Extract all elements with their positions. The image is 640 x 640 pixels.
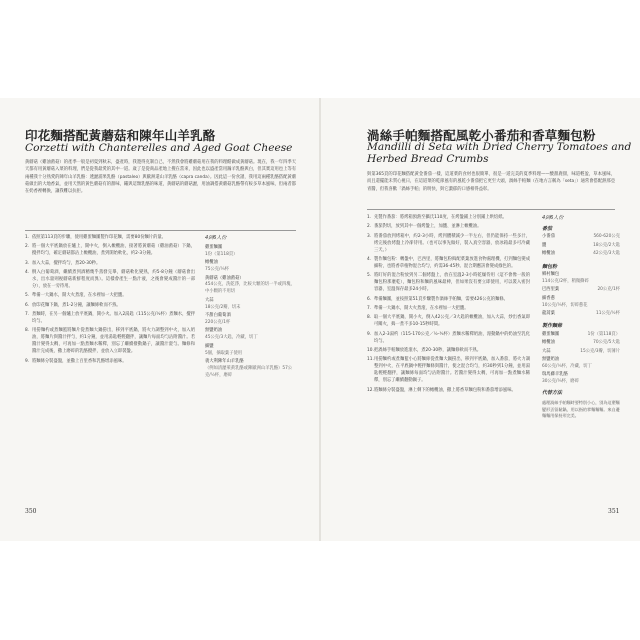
servings-label: 4到6人份 xyxy=(205,235,227,241)
ingredient-row: 橄欖油 42公克/3大匙 xyxy=(542,251,620,257)
ingredient-name: 鄉村麵包 xyxy=(542,271,560,277)
ingredient-name: 雞蛋麵團 xyxy=(205,244,223,250)
list-item: 11. 用撈麵杓或煮麵籃小心將麵條從煮麵大鍋撈出，移到平底鍋，加入番茄，將火力調整到中火，在平底鍋中輕拌麵條與醬汁，使之混合均勻，約30秒到1分鐘，並用湯匙輕輕翻拌，讓麵條每面均勻沾附醬汁。若醬汁變得太稠，可再加一點煮麵水稀釋，別忘了繼續翻動鍋子。 xyxy=(367,357,530,384)
ingredient-row: 橄欖油 70公克/5大匙 xyxy=(542,340,620,346)
left-divider xyxy=(25,230,296,231)
tip-text: 處理渦絲手帕麵時要特別小心，別為這麼麵變形丟留黏鍋，用以指的掌麵麵麵。來自邊麵麵用保持形完美。 xyxy=(542,400,620,419)
right-ingredients xyxy=(542,215,620,420)
list-item: 10. 把渦絲手帕麵放進滾水，煮20-30秒，讓麵條軟而不熟。 xyxy=(367,348,482,353)
list-item: 8. 用撈麵杓或煮麵籃將麵片從煮麵大鍋撈出，移到平底鍋，將火力調整到中火，加入奶油，將麵片與醬汁拌勻，約1分鐘，並用湯匙輕輕翻拌，讓麵片每面均勻沾附醬汁。若醬汁變得太稠，可再加一點煮麵水稀釋，別忘了繼續撥動鍋子，讓醬汁澄勻。麵條和醬汁完成後，撒上磨碎的乳酪攪拌，並放入立即裝盤。 xyxy=(25,328,195,355)
list-item: 5. 將盯好的混合粉放到另二個烤盤上，放在室溫2-3小時乾燥待用（這不會像一般的麵包粉那麼乾），麵包粉和麵的風味最棒，但如果沒有要立即使用，可以裝入密封容器，室溫保存最多24小時。 xyxy=(367,273,530,293)
list-item: 7. 準備一大鍋水，開大火煮滾，在水裡加一大把鹽。 xyxy=(367,305,469,311)
ingredient-qty: 114公克/2杯，稍微撕碎 xyxy=(542,278,589,284)
right-steps-list xyxy=(367,215,530,397)
list-item: 3. 加入大蒜，攪拌均勻，煮20-30秒。 xyxy=(25,260,101,266)
page-number-right: 351 xyxy=(608,508,620,515)
ingredient-qty: 454公克，洗乾淨，比較大顆的切一半或四塊，中小顆的不用切 xyxy=(205,282,295,295)
ingredient-row: 龍蒿葉 11公克/½杯 xyxy=(542,310,620,316)
list-item: 2. 番茄對切，放到其中一個烤盤上，加鹽、並淋上橄欖油。 xyxy=(367,224,482,230)
ingredient-qty: 45公克/3大匙，冷藏，切丁 xyxy=(205,335,258,341)
ingredient-section: 麵包粉 xyxy=(542,263,558,270)
ingredient-row: 小番茄 560-620公克 xyxy=(542,234,620,240)
list-item: 12. 將麵條分裝盛盤，淋上剩下的橄欖油，撒上將香草麵包粉和番茄增添風味。 xyxy=(367,387,516,393)
servings-label: 4到6人份 xyxy=(542,215,564,221)
left-recipe-intro: 黃蘑菇（雞油菌菇）的產季一般是初夏到秋末，盛產時，我邀得克制自己，不然我會將雞蘑菇用在我的料理酷做成黃蘑菇。現在，我一年四季天天都有用黃蘑菇入菜的料理，們是從我最愛的其中一道。歲了是從商品產地上搜在當來，因此也以盛產當用瀚羊乳酪與白，但其實這用也上等有兩種我十分熟愛的陳年山羊乳酪：透瀝浦果乳酪（pastaleo）與歐洲還山羊乳酪（capra canda）。因此這一份食譜，我用這兩種乳酪搭配黃蘑菇做出的大地香氣，並用天然的黃色蘑菇有的甜味，鏽與這類乳酪的味道，黃蘑菇的蘑菇瀝，用油調搭黃蘑菇乳酪帶有較多草本風味，但兩者都在奶香裡轉換，讓我難以抗拒。 xyxy=(25,160,296,195)
list-item: 8. 取一個大平底鍋，開小火，倒入42公克／3大匙的橄欖油，加入大蒜，炒出香氣即可關火，搗一煮不多10-15秒時間。 xyxy=(367,315,530,328)
tip-title: 代替方法 xyxy=(542,390,563,397)
page-number-left: 350 xyxy=(25,508,37,515)
right-divider xyxy=(367,209,615,210)
right-page xyxy=(320,98,640,541)
list-item: 2. 將一個大平底鍋放在爐上，開中火，倒入橄欖油，接著將黃蘑菇（雞油菌菇）下鍋，攪拌均勻，確定蘑菇都沾上橄欖油，煮到開始軟化，約2-3分鐘。 xyxy=(25,244,195,257)
list-item: 4. 倒入白葡萄酒，繼續煮到酒精幾乎蒸發完畢，蘑菇軟化變熟，約5-8分鐘（蘑菇會出水，出水量則視蘑菇新鮮程度而異）。這樣會產生一點汁液，之後會變成醬汁的一部分），放在一旁待用。 xyxy=(25,270,195,289)
list-item: 1. 依照第113頁的步驟，使用雞蛋麵團製作印花麵，需要80份麵片的量。 xyxy=(25,235,166,240)
left-page xyxy=(0,98,320,541)
book-spread xyxy=(0,98,640,541)
list-item: 3. 將番茄放到烤箱中，約2-3小時，烤到體積減少一半左右，但仍能保持一些多汁，烤完後放烤盤上冷卻待用。（也可以事先做好，裝入真空容器，放冰箱最多可冷藏三天。） xyxy=(367,233,530,253)
ingredient-name: 不甜白葡萄酒 xyxy=(205,313,231,319)
left-ingredients xyxy=(205,235,297,381)
list-item: 1. 先製作番茄：將烤箱預熱至攝氏110度，在烤盤鋪上分別鋪上烘焙紙。 xyxy=(367,215,507,220)
ingredient-qty: 18公克/2瓣，切末 xyxy=(205,304,241,310)
ingredient-name: 義大利陳年山羊乳酪 xyxy=(205,359,244,364)
ingredient-name: 無鹽奶油 xyxy=(205,328,223,334)
ingredient-section: 製作麵條 xyxy=(542,323,563,330)
list-item: 6. 放印花麵下鍋，煮1-2分鐘，讓麵條軟而不熟。 xyxy=(25,302,121,308)
ingredient-qty: 10公克/⅓杯，切碎蔥花 xyxy=(542,302,588,308)
right-recipe-title-cn: 渦絲手帕麵搭配風乾小番茄和香草麵包粉 xyxy=(367,128,596,143)
ingredient-row: 鹽 18公克/2大匙 xyxy=(542,242,620,248)
ingredient-name: 細香蔥 xyxy=(542,295,555,301)
ingredient-section: 番茄 xyxy=(542,225,553,232)
ingredient-row: 雞蛋麵團 1份（第118頁） xyxy=(542,331,620,337)
list-item: 9. 將麵條分裝盛盤，並撒上百里香和乳酪增添風味。 xyxy=(25,358,127,364)
left-recipe-title-en: Corzetti with Chanterelles and Aged Goat Cheese xyxy=(25,142,293,154)
list-item: 4. 製作麵包粉：轉盤中，巴西里，將麵包粉搗配菜葉放進食物處理機，打到麵包變成細粉，也將香草植物混合均勻，約需36-45秒。混合期應該會變成綠色的。 xyxy=(367,257,530,269)
ingredient-name: 橄欖油 xyxy=(205,260,218,266)
ingredient-qty: 60公克/¼杯，冷藏，切丁 xyxy=(542,363,592,369)
ingredient-name: 大蒜 xyxy=(205,297,214,303)
right-recipe-intro: 與第365頁的印花麵搭配黃金番茄一樣，這道菜的食材也很簡單，很是一道完美的夏季料理——酸甜鹿甜，味道輕盈，草本風味，而且還擺能未質心視日，在這道菜的乾節風有的風乾小番茄把它更至大頭，渦絲手帕麵（在地方言稱為「seta」）通常會搭配熱那亞青醬，但我喜歡「渦絲手帕」的明快，與它濃郁的口感相得益彰。 xyxy=(367,172,615,192)
list-item: 6. 準備麵團，並按照第51頁步驟製作渦絲手帕麵，需要426公克的麵條。 xyxy=(367,296,508,302)
list-item: 5. 準備一大鍋水，開大火煮滾，在水裡加一大把鹽。 xyxy=(25,293,127,299)
list-item: 7. 煮麵時，在另一個爐上放平底鍋，開小火。加入2湯匙（115公克/½杯）煮麵水，攪拌均勻。 xyxy=(25,312,195,325)
left-steps-list xyxy=(25,235,195,368)
ingredient-row: 大蒜 15公克/3瓣，切薄片 xyxy=(542,348,620,354)
list-item: 9. 加入2-3湯杓（115-170公克／½-¾杯）煮麵水稀釋奶油，漫動鍋中的奶油至乳化均勻。 xyxy=(367,331,530,344)
ingredient-qty: 1份（第118頁） xyxy=(205,251,238,257)
left-recipe-title-cn: 印花麵搭配黃蘑菇和陳年山羊乳酪 xyxy=(25,128,216,143)
right-recipe-title-en: Mandilli di Seta with Dried Cherry Tomatoes and Herbed Bread Crumbs xyxy=(367,141,632,165)
ingredient-qty: 220公克/1杯 xyxy=(205,319,231,325)
ingredient-row: 巴西里葉 20公克/1杯 xyxy=(542,287,620,293)
ingredient-qty: 5個，摘取葉子使用 xyxy=(205,350,243,356)
ingredient-name: 瑞馬藤羊乳酪 xyxy=(542,372,568,378)
ingredient-qty: 30公克/⅓杯，磨碎 xyxy=(542,379,579,385)
ingredient-qty: （例如清瀝萊黃乳酪或陳歐洲山羊乳酪）57公克/½杯，磨碎 xyxy=(205,365,293,378)
ingredient-name: 無鹽奶油 xyxy=(542,357,560,362)
ingredient-name: 細鹽 xyxy=(205,343,214,349)
ingredient-qty: 75公克/⅓杯 xyxy=(205,267,229,273)
ingredient-name: 黃蘑菇（雞油菌菇） xyxy=(205,275,244,281)
